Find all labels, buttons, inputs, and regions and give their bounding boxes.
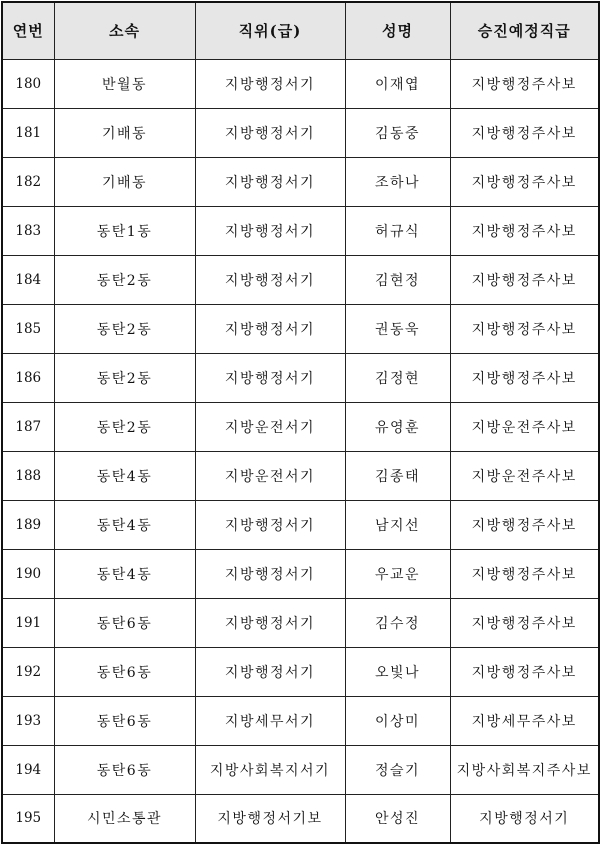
cell-department: 동탄4동 xyxy=(54,500,195,549)
cell-position: 지방행정서기보 xyxy=(195,794,345,843)
cell-promotion-rank: 지방행정주사보 xyxy=(450,206,599,255)
cell-promotion-rank: 지방행정주사보 xyxy=(450,157,599,206)
cell-number: 192 xyxy=(2,647,54,696)
cell-number: 190 xyxy=(2,549,54,598)
cell-position: 지방행정서기 xyxy=(195,255,345,304)
cell-name: 김정현 xyxy=(345,353,450,402)
cell-position: 지방운전서기 xyxy=(195,451,345,500)
table-row xyxy=(2,451,599,500)
cell-number: 193 xyxy=(2,696,54,745)
cell-number: 185 xyxy=(2,304,54,353)
header-number: 연번 xyxy=(2,2,54,59)
cell-name: 오빛나 xyxy=(345,647,450,696)
header-promotion-rank: 승진예정직급 xyxy=(450,2,599,59)
cell-name: 조하나 xyxy=(345,157,450,206)
table-row xyxy=(2,647,599,696)
table-row xyxy=(2,500,599,549)
cell-department: 동탄4동 xyxy=(54,549,195,598)
table-row xyxy=(2,255,599,304)
cell-position: 지방사회복지서기 xyxy=(195,745,345,794)
cell-name: 김종태 xyxy=(345,451,450,500)
cell-number: 184 xyxy=(2,255,54,304)
cell-promotion-rank: 지방행정서기 xyxy=(450,794,599,843)
cell-name: 김수정 xyxy=(345,598,450,647)
table-row xyxy=(2,157,599,206)
cell-number: 189 xyxy=(2,500,54,549)
table-row xyxy=(2,304,599,353)
header-name: 성명 xyxy=(345,2,450,59)
table-row xyxy=(2,353,599,402)
table-row xyxy=(2,745,599,794)
cell-name: 안성진 xyxy=(345,794,450,843)
cell-promotion-rank: 지방행정주사보 xyxy=(450,353,599,402)
cell-position: 지방행정서기 xyxy=(195,108,345,157)
cell-promotion-rank: 지방행정주사보 xyxy=(450,647,599,696)
cell-promotion-rank: 지방행정주사보 xyxy=(450,108,599,157)
cell-number: 186 xyxy=(2,353,54,402)
cell-name: 김현정 xyxy=(345,255,450,304)
cell-number: 187 xyxy=(2,402,54,451)
cell-position: 지방운전서기 xyxy=(195,402,345,451)
table-header-row xyxy=(2,2,599,59)
cell-department: 동탄4동 xyxy=(54,451,195,500)
cell-position: 지방행정서기 xyxy=(195,598,345,647)
cell-department: 동탄2동 xyxy=(54,402,195,451)
cell-position: 지방행정서기 xyxy=(195,304,345,353)
cell-position: 지방행정서기 xyxy=(195,206,345,255)
cell-number: 182 xyxy=(2,157,54,206)
cell-department: 시민소통관 xyxy=(54,794,195,843)
cell-promotion-rank: 지방운전주사보 xyxy=(450,451,599,500)
cell-department: 동탄6동 xyxy=(54,745,195,794)
cell-department: 동탄6동 xyxy=(54,598,195,647)
cell-promotion-rank: 지방운전주사보 xyxy=(450,402,599,451)
cell-department: 동탄2동 xyxy=(54,353,195,402)
cell-name: 권동욱 xyxy=(345,304,450,353)
table-row xyxy=(2,794,599,843)
cell-department: 동탄1동 xyxy=(54,206,195,255)
cell-department: 기배동 xyxy=(54,157,195,206)
promotion-table xyxy=(1,1,600,844)
cell-number: 194 xyxy=(2,745,54,794)
cell-position: 지방행정서기 xyxy=(195,647,345,696)
cell-promotion-rank: 지방세무주사보 xyxy=(450,696,599,745)
cell-name: 우교운 xyxy=(345,549,450,598)
cell-position: 지방행정서기 xyxy=(195,157,345,206)
cell-position: 지방행정서기 xyxy=(195,353,345,402)
cell-department: 동탄2동 xyxy=(54,255,195,304)
table-row xyxy=(2,206,599,255)
header-department: 소속 xyxy=(54,2,195,59)
table-row xyxy=(2,598,599,647)
table-row xyxy=(2,696,599,745)
cell-promotion-rank: 지방행정주사보 xyxy=(450,598,599,647)
cell-promotion-rank: 지방행정주사보 xyxy=(450,500,599,549)
cell-name: 이상미 xyxy=(345,696,450,745)
cell-name: 유영훈 xyxy=(345,402,450,451)
cell-position: 지방행정서기 xyxy=(195,59,345,108)
cell-number: 195 xyxy=(2,794,54,843)
cell-name: 정슬기 xyxy=(345,745,450,794)
cell-number: 181 xyxy=(2,108,54,157)
table-row xyxy=(2,549,599,598)
cell-number: 183 xyxy=(2,206,54,255)
cell-department: 동탄2동 xyxy=(54,304,195,353)
cell-promotion-rank: 지방행정주사보 xyxy=(450,549,599,598)
cell-department: 동탄6동 xyxy=(54,696,195,745)
cell-promotion-rank: 지방행정주사보 xyxy=(450,255,599,304)
cell-department: 기배동 xyxy=(54,108,195,157)
cell-name: 남지선 xyxy=(345,500,450,549)
cell-name: 김동중 xyxy=(345,108,450,157)
table-row xyxy=(2,108,599,157)
cell-promotion-rank: 지방행정주사보 xyxy=(450,59,599,108)
header-position: 직위(급) xyxy=(195,2,345,59)
cell-position: 지방행정서기 xyxy=(195,549,345,598)
table-row xyxy=(2,402,599,451)
cell-position: 지방행정서기 xyxy=(195,500,345,549)
cell-number: 191 xyxy=(2,598,54,647)
cell-name: 이재엽 xyxy=(345,59,450,108)
cell-promotion-rank: 지방사회복지주사보 xyxy=(450,745,599,794)
cell-promotion-rank: 지방행정주사보 xyxy=(450,304,599,353)
table-row xyxy=(2,59,599,108)
cell-position: 지방세무서기 xyxy=(195,696,345,745)
cell-number: 180 xyxy=(2,59,54,108)
cell-number: 188 xyxy=(2,451,54,500)
cell-department: 반월동 xyxy=(54,59,195,108)
cell-name: 허규식 xyxy=(345,206,450,255)
cell-department: 동탄6동 xyxy=(54,647,195,696)
